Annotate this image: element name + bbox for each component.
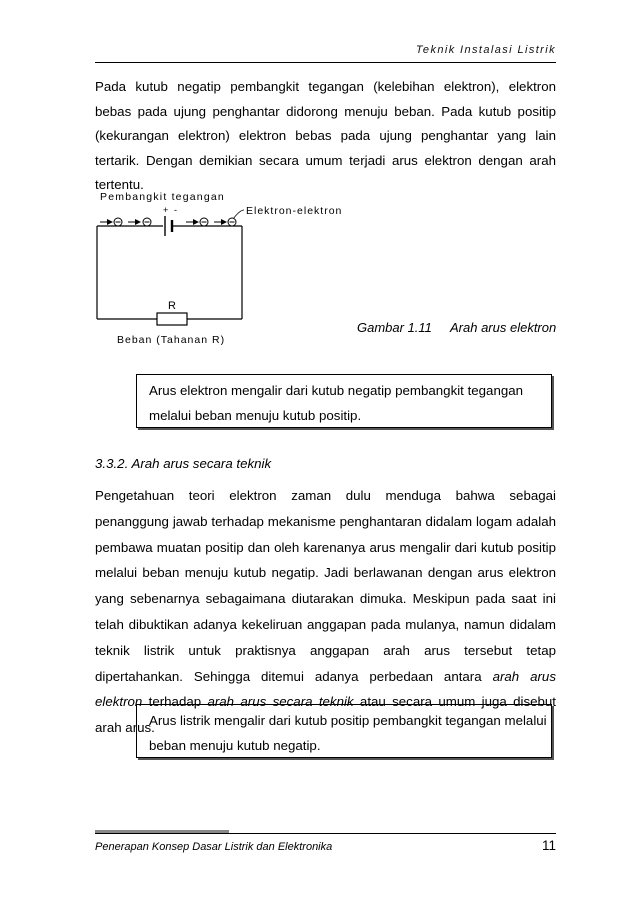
figure-number: Gambar 1.11	[357, 320, 432, 335]
footer-book-title: Penerapan Konsep Dasar Listrik dan Elektronika	[95, 841, 333, 853]
header-rule	[95, 62, 556, 63]
paragraph-text: terhadap	[142, 694, 208, 710]
paragraph-electron-flow: Pada kutub negatip pembangkit tegangan (kelebihan elektron), elektron bebas pada ujung penghantar didorong menuju beban. Pada kutub positip (kekurangan elektron) elektron bebas pada ujung penghantar yang lain tertarik. Dengan demikian secara umum terjadi arus elektron dengan arah tertentu.	[95, 79, 556, 192]
battery-plus-sign: +	[163, 205, 169, 215]
summary-box-electron-flow: Arus elektron mengalir dari kutub negatip pembangkit tegangan melalui beban menuju kutub positip.	[136, 374, 552, 428]
electrons-leader-line	[233, 210, 244, 219]
circuit-diagram	[90, 183, 355, 348]
term-electron-current: arah arus elektron	[95, 668, 556, 710]
paragraph-technical-current	[95, 483, 556, 741]
electron	[143, 218, 151, 226]
battery-minus-sign: -	[174, 205, 177, 215]
generator-label: Pembangkit tegangan	[100, 191, 225, 203]
paragraph-text: atau secara umum juga disebut arah arus.	[95, 694, 556, 736]
electron	[200, 218, 208, 226]
footer-rule	[95, 833, 556, 834]
summary-box-technical-current: Arus listrik mengalir dari kutub positip pembangkit tegangan melalui beban menuju kutub negatip.	[136, 704, 552, 758]
electron	[114, 218, 122, 226]
header-title: Teknik Instalasi Listrik	[415, 44, 556, 56]
section-heading: 3.3.2. Arah arus secara teknik	[95, 456, 272, 471]
paragraph-text: Pengetahuan teori elektron zaman dulu menduga bahwa sebagai penanggung jawab terhadap mekanisme penghantaran didalam logam adalah pembawa muatan positip dan oleh karenanya arus mengalir dari kutub positip melalui beban menuju kutub negatip. Jadi berlawanan dengan arus elektron yang sebenarnya sebagaimana diutarakan dimuka. Meskipun pada saat ini telah dibuktikan adanya kekeliruan anggapan pada mulanya, namun didalam teknik listrik untuk praktisnya anggapan arah arus tersebut tetap dipertahankan. Sehingga ditemui adanya perbedaan antara	[95, 488, 556, 684]
load-label: Beban (Tahanan R)	[117, 334, 226, 346]
resistor	[157, 313, 187, 325]
figure-caption	[357, 320, 557, 335]
electron	[228, 218, 236, 226]
figure-title: Arah arus elektron	[450, 320, 557, 335]
term-technical-current: arah arus secara teknik	[207, 694, 354, 710]
electrons-label: Elektron-elektron	[246, 205, 343, 217]
resistor-label: R	[168, 300, 176, 312]
page-number: 11	[541, 838, 556, 853]
